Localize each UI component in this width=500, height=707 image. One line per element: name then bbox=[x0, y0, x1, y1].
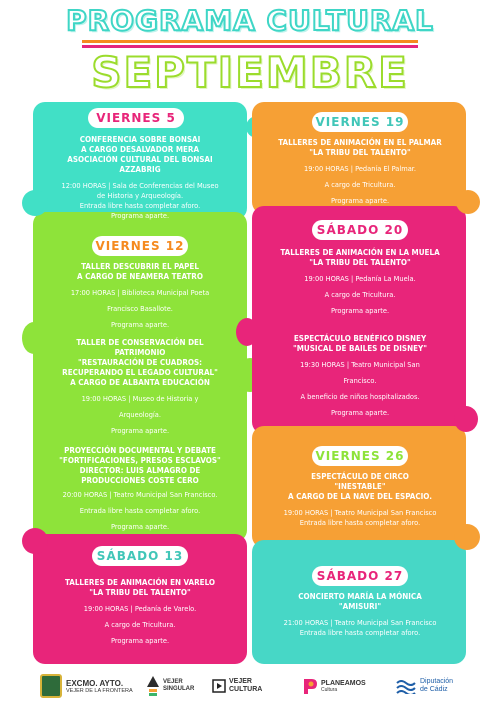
event-note: Programa aparte. bbox=[110, 426, 170, 435]
date-tab-sabado-27: SÁBADO 27 bbox=[312, 566, 408, 586]
page-subtitle-month: SEPTIEMBRE bbox=[91, 48, 409, 97]
event-note: Programa aparte. bbox=[110, 636, 170, 645]
event-entry: Entrada libre hasta completar aforo. bbox=[299, 628, 421, 637]
date-tab-sabado-20: SÁBADO 20 bbox=[312, 220, 408, 240]
logo-ayuntamiento bbox=[40, 673, 133, 699]
date-tab-viernes-12: VIERNES 12 bbox=[92, 236, 188, 256]
event-taller-patrimonio bbox=[42, 338, 238, 436]
puzzle-knob bbox=[456, 190, 480, 214]
event-note: Programa aparte. bbox=[330, 408, 390, 417]
event-organizer: A cargo de Tricultura. bbox=[324, 180, 396, 189]
event-note: Programa aparte. bbox=[110, 522, 170, 531]
date-tab-viernes-26: VIERNES 26 bbox=[312, 446, 408, 466]
planeamos-text: PLANEAMOS bbox=[321, 679, 366, 687]
event-benefit: A beneficio de niños hospitalizados. bbox=[300, 392, 420, 401]
event-title: TALLER DE CONSERVACIÓN DEL PATRIMONIO "RESTAURACIÓN DE CUADROS: RECUPERANDO EL LEGADO CULTURAL" A CARGO DE ALBANTA EDUCACIÓN bbox=[62, 338, 218, 387]
crest-icon bbox=[40, 674, 62, 698]
divider-orange bbox=[82, 40, 418, 43]
event-musical-disney bbox=[262, 334, 458, 418]
event-time-place: 21:00 HORAS | Teatro Municipal San Francisco bbox=[283, 618, 437, 627]
event-time-place: 19:00 HORAS | Teatro Municipal San Francisco bbox=[283, 508, 437, 517]
event-title: PROYECCIÓN DOCUMENTAL Y DEBATE "FORTIFICACIONES, PRESOS ESCLAVOS" DIRECTOR: LUIS ALMAGRO DE PRODUCCIONES COSTE CERO bbox=[59, 446, 221, 485]
page-header bbox=[0, 0, 500, 100]
event-title: TALLERES DE ANIMACIÓN EN LA MUELA "LA TRIBU DEL TALENTO" bbox=[280, 248, 440, 267]
vejer-cultura-icon bbox=[212, 679, 226, 693]
page-title: PROGRAMA CULTURAL bbox=[66, 4, 434, 37]
event-taller-papel bbox=[42, 262, 238, 330]
event-title: TALLER DESCUBRIR EL PAPEL A CARGO DE NEAMERA TEATRO bbox=[77, 262, 203, 281]
event-place-cont: Francisco Basallote. bbox=[107, 304, 173, 313]
event-time-place: 19:00 HORAS | Pedanía La Muela. bbox=[304, 274, 416, 283]
event-note: Programa aparte. bbox=[330, 196, 390, 205]
event-title: ESPECTÁCULO BENÉFICO DISNEY "MUSICAL DE BAILES DE DISNEY" bbox=[292, 334, 427, 353]
event-note: Programa aparte. bbox=[110, 320, 170, 329]
vejer-singular-icon bbox=[146, 675, 160, 697]
ayto-name: EXCMO. AYTO. bbox=[66, 678, 124, 688]
event-time-place: 19:00 HORAS | Pedanía El Palmar. bbox=[304, 164, 416, 173]
event-title: ESPECTÁCULO DE CIRCO "INESTABLE" A CARGO DE LA NAVE DEL ESPACIO. bbox=[288, 472, 432, 501]
logo-diputacion bbox=[396, 673, 453, 699]
event-title: CONCIERTO MARÍA LA MÓNICA "AMISURI" bbox=[298, 592, 422, 611]
diputacion-icon bbox=[396, 678, 416, 694]
event-time-place: 19:00 HORAS | Museo de Historia y bbox=[81, 394, 199, 403]
event-animacion-muela bbox=[262, 248, 458, 316]
event-time-place: 17:00 HORAS | Biblioteca Municipal Poeta bbox=[70, 288, 210, 297]
event-place-cont: Arqueología. bbox=[119, 410, 161, 419]
logo-vejer-cultura bbox=[212, 673, 262, 699]
event-title: CONFERENCIA SOBRE BONSAI A CARGO DESALVADOR MERA ASOCIACIÓN CULTURAL DEL BONSAI AZZABRIG bbox=[67, 135, 213, 174]
event-organizer: A cargo de Tricultura. bbox=[324, 290, 396, 299]
sponsor-footer bbox=[0, 665, 500, 707]
event-details: 12:00 HORAS | Sala de Conferencias del Museo de Historia y Arqueología. Entrada libre hasta completar aforo. Programa aparte. bbox=[61, 181, 219, 220]
event-animacion-palmar bbox=[262, 138, 458, 206]
vejer-cultura-text: VEJER CULTURA bbox=[229, 678, 263, 693]
date-tab-viernes-5: VIERNES 5 bbox=[88, 108, 184, 128]
ayto-town: VEJER DE LA FRONTERA bbox=[66, 687, 133, 694]
event-place-cont: Francisco. bbox=[343, 376, 377, 385]
event-concierto bbox=[262, 592, 458, 638]
date-tab-viernes-19: VIERNES 19 bbox=[312, 112, 408, 132]
event-documental bbox=[42, 446, 238, 532]
event-title: TALLERES DE ANIMACIÓN EN EL PALMAR "LA TRIBU DEL TALENTO" bbox=[278, 138, 442, 157]
vejer-singular-text: VEJER SINGULAR bbox=[163, 679, 195, 692]
planeamos-sub: Cultura bbox=[321, 686, 338, 693]
event-entry: Entrada libre hasta completar aforo. bbox=[79, 506, 201, 515]
planeamos-icon bbox=[302, 677, 318, 695]
logo-planeamos bbox=[302, 673, 366, 699]
event-circo bbox=[262, 472, 458, 528]
event-organizer: A cargo de Tricultura. bbox=[104, 620, 176, 629]
event-animacion-varelo bbox=[42, 578, 238, 646]
event-time-place: 19:00 HORAS | Pedanía de Varelo. bbox=[83, 604, 197, 613]
diputacion-text: Diputación de Cádiz bbox=[420, 678, 454, 693]
event-title: TALLERES DE ANIMACIÓN EN VARELO "LA TRIBU DEL TALENTO" bbox=[64, 578, 216, 597]
event-bonsai bbox=[42, 135, 238, 221]
event-time-place: 20:00 HORAS | Teatro Municipal San Francisco. bbox=[62, 490, 218, 499]
logo-vejer-singular bbox=[146, 673, 194, 699]
event-note: Programa aparte. bbox=[330, 306, 390, 315]
date-tab-sabado-13: SÁBADO 13 bbox=[92, 546, 188, 566]
event-entry: Entrada libre hasta completar aforo. bbox=[299, 518, 421, 527]
event-time-place: 19:30 HORAS | Teatro Municipal San bbox=[300, 360, 420, 369]
